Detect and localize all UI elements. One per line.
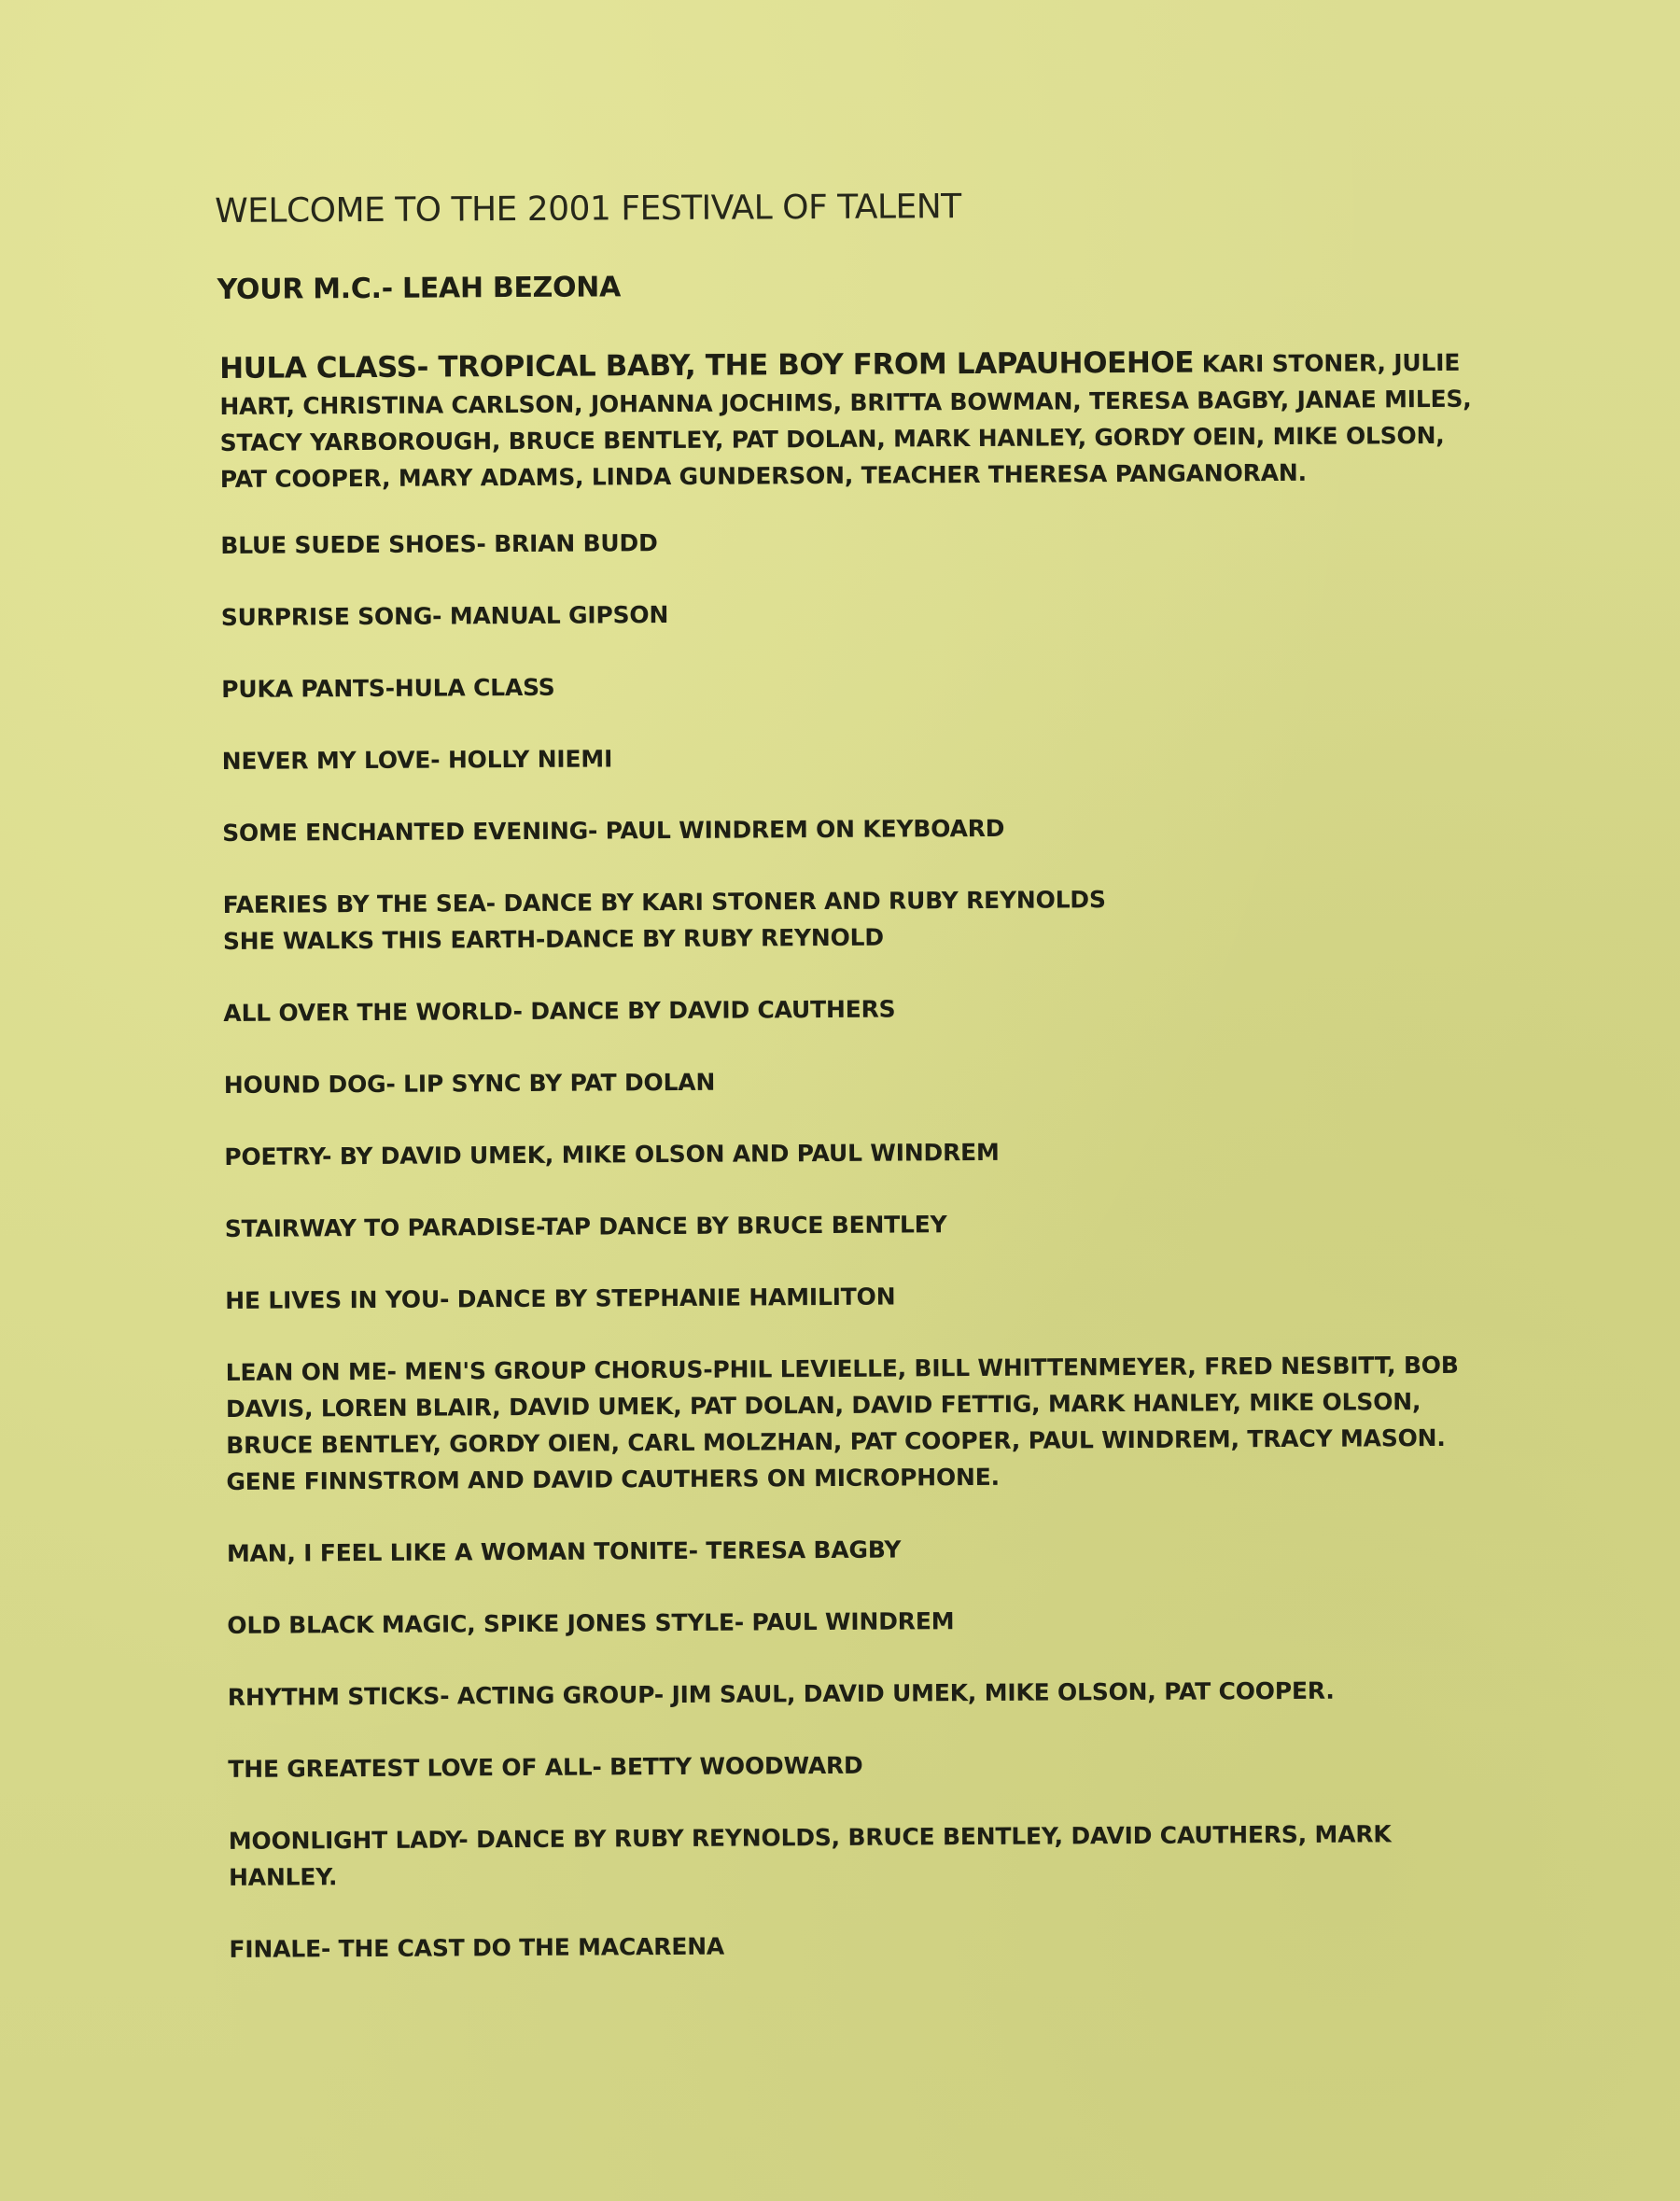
hula-heading: HULA CLASS- TROPICAL BABY, THE BOY FROM LAPAUHOEHOE (219, 345, 1195, 386)
act-rhythm-sticks: RHYTHM STICKS- ACTING GROUP- JIM SAUL, DAVID UMEK, MIKE OLSON, PAT COOPER. (227, 1676, 1335, 1711)
act-he-lives-in-you: HE LIVES IN YOU- DANCE BY STEPHANIE HAMILITON (225, 1283, 896, 1314)
act-moonlight-lady: MOONLIGHT LADY- DANCE BY RUBY REYNOLDS, BRUCE BENTLEY, DAVID CAUTHERS, MARK HANLEY. (228, 1820, 1392, 1891)
act-man-i-feel-like-a-woman: MAN, I FEEL LIKE A WOMAN TONITE- TERESA BAGBY (226, 1535, 902, 1567)
page-title: WELCOME TO THE 2001 FESTIVAL OF TALENT (214, 188, 961, 231)
hula-performers: KARI STONER, JULIE HART, CHRISTINA CARLSON, JOHANNA JOCHIMS, BRITTA BOWMAN, TERESA BAGBY, JANAE MILES, STACY YARBOROUGH, BRUCE BENTLEY, PAT DOLAN, MARK HANLEY, GORDY OEIN, MIKE OLSON, PAT COOPER, MARY ADAMS, LINDA GUNDERSON, TEACHER THERESA PANGANORAN. (219, 348, 1472, 493)
act-surprise-song: SURPRISE SONG- MANUAL GIPSON (220, 601, 669, 631)
act-never-my-love: NEVER MY LOVE- HOLLY NIEMI (221, 745, 613, 775)
mc-line: YOUR M.C.- LEAH BEZONA (217, 271, 622, 306)
act-old-black-magic: OLD BLACK MAGIC, SPIKE JONES STYLE- PAUL WINDREM (227, 1607, 955, 1639)
act-lean-on-me: LEAN ON ME- MEN'S GROUP CHORUS-PHIL LEVIELLE, BILL WHITTENMEYER, FRED NESBITT, BOB DAVIS, LOREN BLAIR, DAVID UMEK, PAT DOLAN, DAVID FETTIG, MARK HANLEY, MIKE OLSON, BRUCE BENTLEY, GORDY OIEN, CARL MOLZHAN, PAT COOPER, PAUL WINDREM, TRACY MASON. GENE FINNSTROM AND DAVID CAUTHERS ON MICROPHONE. (225, 1351, 1459, 1495)
act-she-walks-this-earth: SHE WALKS THIS EARTH-DANCE BY RUBY REYNOLD (222, 923, 884, 955)
act-hound-dog: HOUND DOG- LIP SYNC BY PAT DOLAN (223, 1068, 716, 1099)
act-some-enchanted-evening: SOME ENCHANTED EVENING- PAUL WINDREM ON KEYBOARD (222, 814, 1005, 847)
act-finale: FINALE- THE CAST DO THE MACARENA (229, 1932, 725, 1963)
act-all-over-the-world: ALL OVER THE WORLD- DANCE BY DAVID CAUTHERS (223, 995, 896, 1027)
act-faeries-by-the-sea: FAERIES BY THE SEA- DANCE BY KARI STONER AND RUBY REYNOLDS (222, 886, 1106, 918)
program-content (213, 185, 1484, 2003)
act-poetry: POETRY- BY DAVID UMEK, MIKE OLSON AND PAUL WINDREM (224, 1138, 1000, 1171)
act-greatest-love-of-all: THE GREATEST LOVE OF ALL- BETTY WOODWARD (228, 1751, 863, 1783)
act-faeries-pair (223, 879, 1477, 960)
act-puka-pants: PUKA PANTS-HULA CLASS (221, 673, 555, 703)
act-blue-suede-shoes: BLUE SUEDE SHOES- BRIAN BUDD (220, 529, 658, 559)
act-stairway-to-paradise: STAIRWAY TO PARADISE-TAP DANCE BY BRUCE BENTLEY (224, 1211, 947, 1242)
hula-class-act (219, 343, 1475, 498)
